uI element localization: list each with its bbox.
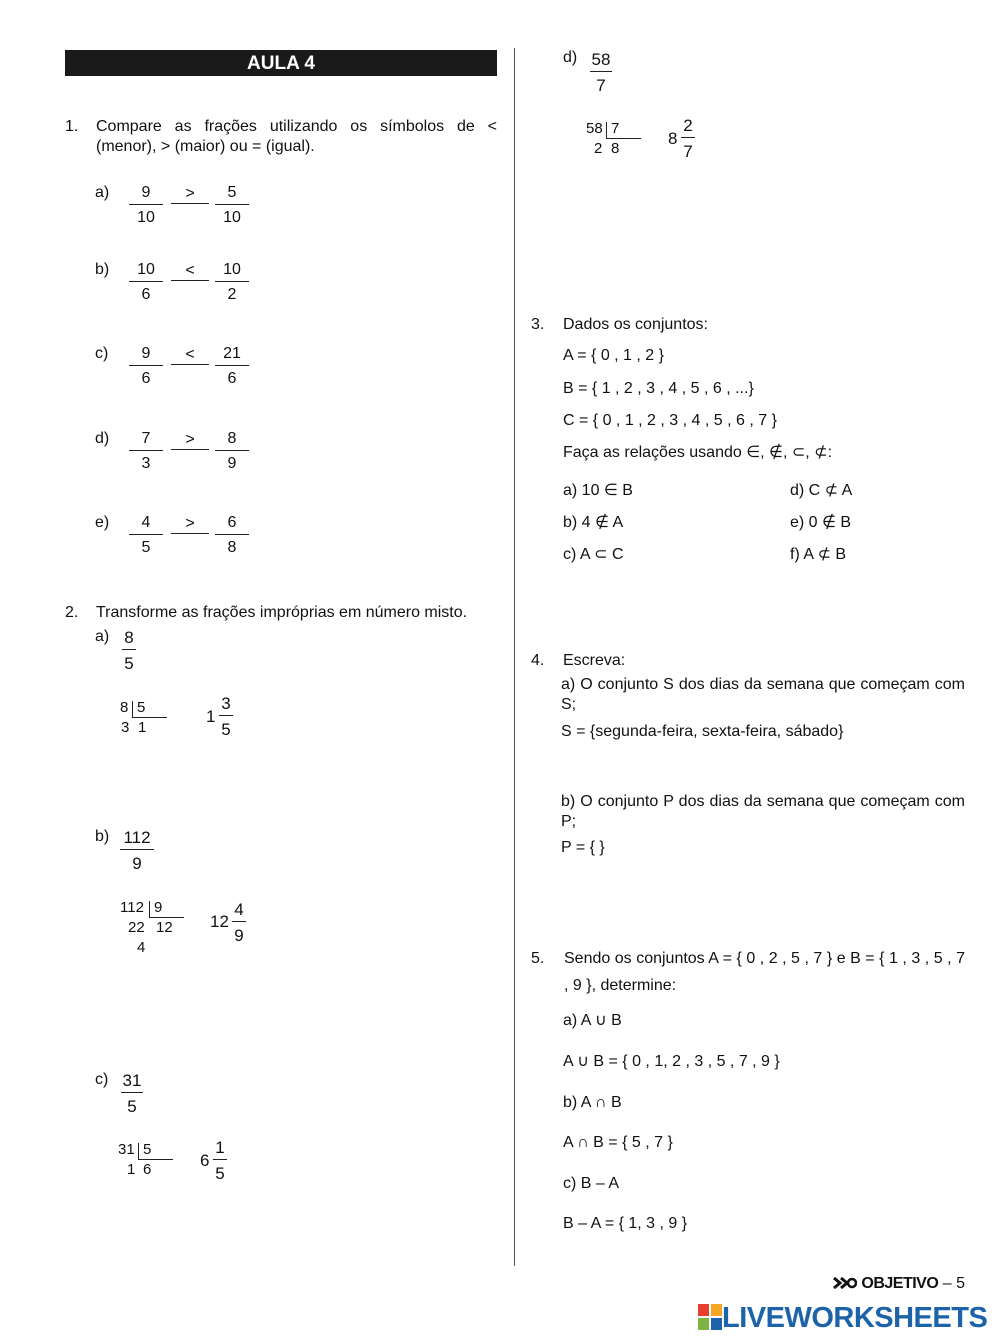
q3-number: 3. (531, 316, 545, 333)
liveworksheets-watermark: LIVEWORKSHEETS (698, 1302, 987, 1335)
fraction-left: 7 3 (129, 431, 163, 472)
compare-answer-input[interactable]: < (171, 346, 209, 365)
q5-part-c: c) B – A (563, 1175, 620, 1192)
page-number: – 5 (942, 1275, 965, 1292)
q5-part-b: b) A ∩ B (563, 1094, 622, 1111)
set-b: B = { 1 , 2 , 3 , 4 , 5 , 6 , ...} (563, 380, 754, 397)
q4-a-text: a) O conjunto S dos dias da semana que começam com S; (561, 676, 965, 713)
relation-answer[interactable]: f) A ⊄ B (790, 546, 847, 563)
q2-item-label: c) (95, 1071, 109, 1088)
improper-fraction: 31 5 (122, 1071, 142, 1116)
q4-a-answer[interactable]: S = {segunda-feira, sexta-feira, sábado} (561, 723, 844, 740)
improper-fraction: 112 9 (120, 829, 154, 872)
q2-item-label: a) (95, 628, 110, 645)
q1-number: 1. (65, 118, 79, 135)
q4-number: 4. (531, 652, 545, 669)
q5-answer-b[interactable]: A ∩ B = { 5 , 7 } (563, 1134, 673, 1151)
lesson-title: AULA 4 (65, 50, 497, 76)
fraction-right: 6 8 (215, 515, 249, 556)
compare-answer-input[interactable]: > (171, 431, 209, 450)
q1-item-label: d) (95, 430, 110, 447)
improper-fraction: 8 5 (112, 629, 146, 672)
relation-answer[interactable]: a) 10 ∈ B (563, 482, 633, 499)
fraction-right: 8 9 (215, 431, 249, 472)
relation-answer[interactable]: d) C ⊄ A (790, 482, 853, 499)
column-divider (514, 48, 515, 1266)
long-division: 31 5 1 6 (118, 1141, 178, 1181)
compare-answer-input[interactable]: > (171, 185, 209, 204)
long-division: 8 5 3 1 (120, 699, 180, 739)
q4-text: Escreva: (563, 652, 626, 669)
fraction-left: 9 6 (129, 346, 163, 387)
q2-item-label: d) (563, 49, 578, 66)
mixed-fraction: 1 5 (203, 1139, 237, 1182)
q1-item-label: c) (95, 345, 109, 362)
q1-item-label: a) (95, 184, 110, 201)
fraction-left: 4 5 (129, 515, 163, 556)
fraction-right: 10 2 (215, 262, 249, 303)
q2-text: Transforme as frações impróprias em número misto. (96, 604, 468, 621)
mixed-whole: 8 (668, 129, 678, 148)
long-division: 112 9 22 12 4 (120, 899, 190, 959)
long-division: 58 7 2 8 (586, 120, 646, 160)
q5-part-a: a) A ∪ B (563, 1012, 622, 1029)
q1-item-label: e) (95, 514, 110, 531)
set-a: A = { 0 , 1 , 2 } (563, 347, 664, 364)
fraction-left: 9 10 (129, 185, 163, 226)
q4-b-answer[interactable]: P = { } (561, 839, 605, 856)
relation-answer[interactable]: b) 4 ∉ A (563, 514, 624, 531)
objetivo-logo-icon (833, 1276, 857, 1290)
q5-answer-c[interactable]: B – A = { 1, 3 , 9 } (563, 1215, 688, 1232)
q3-text: Dados os conjuntos: (563, 316, 708, 333)
q5-number: 5. (531, 950, 545, 967)
page-footer (833, 1275, 965, 1293)
mixed-fraction: 3 5 (209, 695, 243, 738)
mixed-fraction: 4 9 (222, 901, 256, 944)
q2-number: 2. (65, 604, 79, 621)
fraction-right: 5 10 (215, 185, 249, 226)
q1-text: Compare as frações utilizando os símbolos de < (menor), > (maior) ou = (igual). (96, 118, 497, 155)
footer-brand: OBJETIVO (861, 1275, 939, 1292)
q2-item-label: b) (95, 828, 110, 845)
q1-item-label: b) (95, 261, 110, 278)
q4-b-text: b) O conjunto P dos dias da semana que começam com P; (561, 793, 965, 830)
compare-answer-input[interactable]: > (171, 515, 209, 534)
mixed-fraction: 2 7 (671, 117, 705, 160)
q5-text: Sendo os conjuntos A = { 0 , 2 , 5 , 7 } e B = { 1 , 3 , 5 , 7 , 9 }, determine: (564, 950, 965, 994)
improper-fraction: 58 7 (591, 50, 611, 95)
liveworksheets-logo-icon (698, 1304, 722, 1330)
fraction-left: 10 6 (129, 262, 163, 303)
compare-answer-input[interactable]: < (171, 262, 209, 281)
q5-answer-a[interactable]: A ∪ B = { 0 , 1, 2 , 3 , 5 , 7 , 9 } (563, 1053, 780, 1070)
q3-instruction: Faça as relações usando ∈, ∉, ⊂, ⊄: (563, 444, 833, 461)
fraction-right: 21 6 (215, 346, 249, 387)
mixed-whole: 6 (200, 1151, 210, 1170)
relation-answer[interactable]: c) A ⊂ C (563, 546, 624, 563)
mixed-whole: 1 (206, 707, 216, 726)
relation-answer[interactable]: e) 0 ∉ B (790, 514, 852, 531)
mixed-whole: 12 (210, 912, 229, 931)
set-c: C = { 0 , 1 , 2 , 3 , 4 , 5 , 6 , 7 } (563, 412, 777, 429)
